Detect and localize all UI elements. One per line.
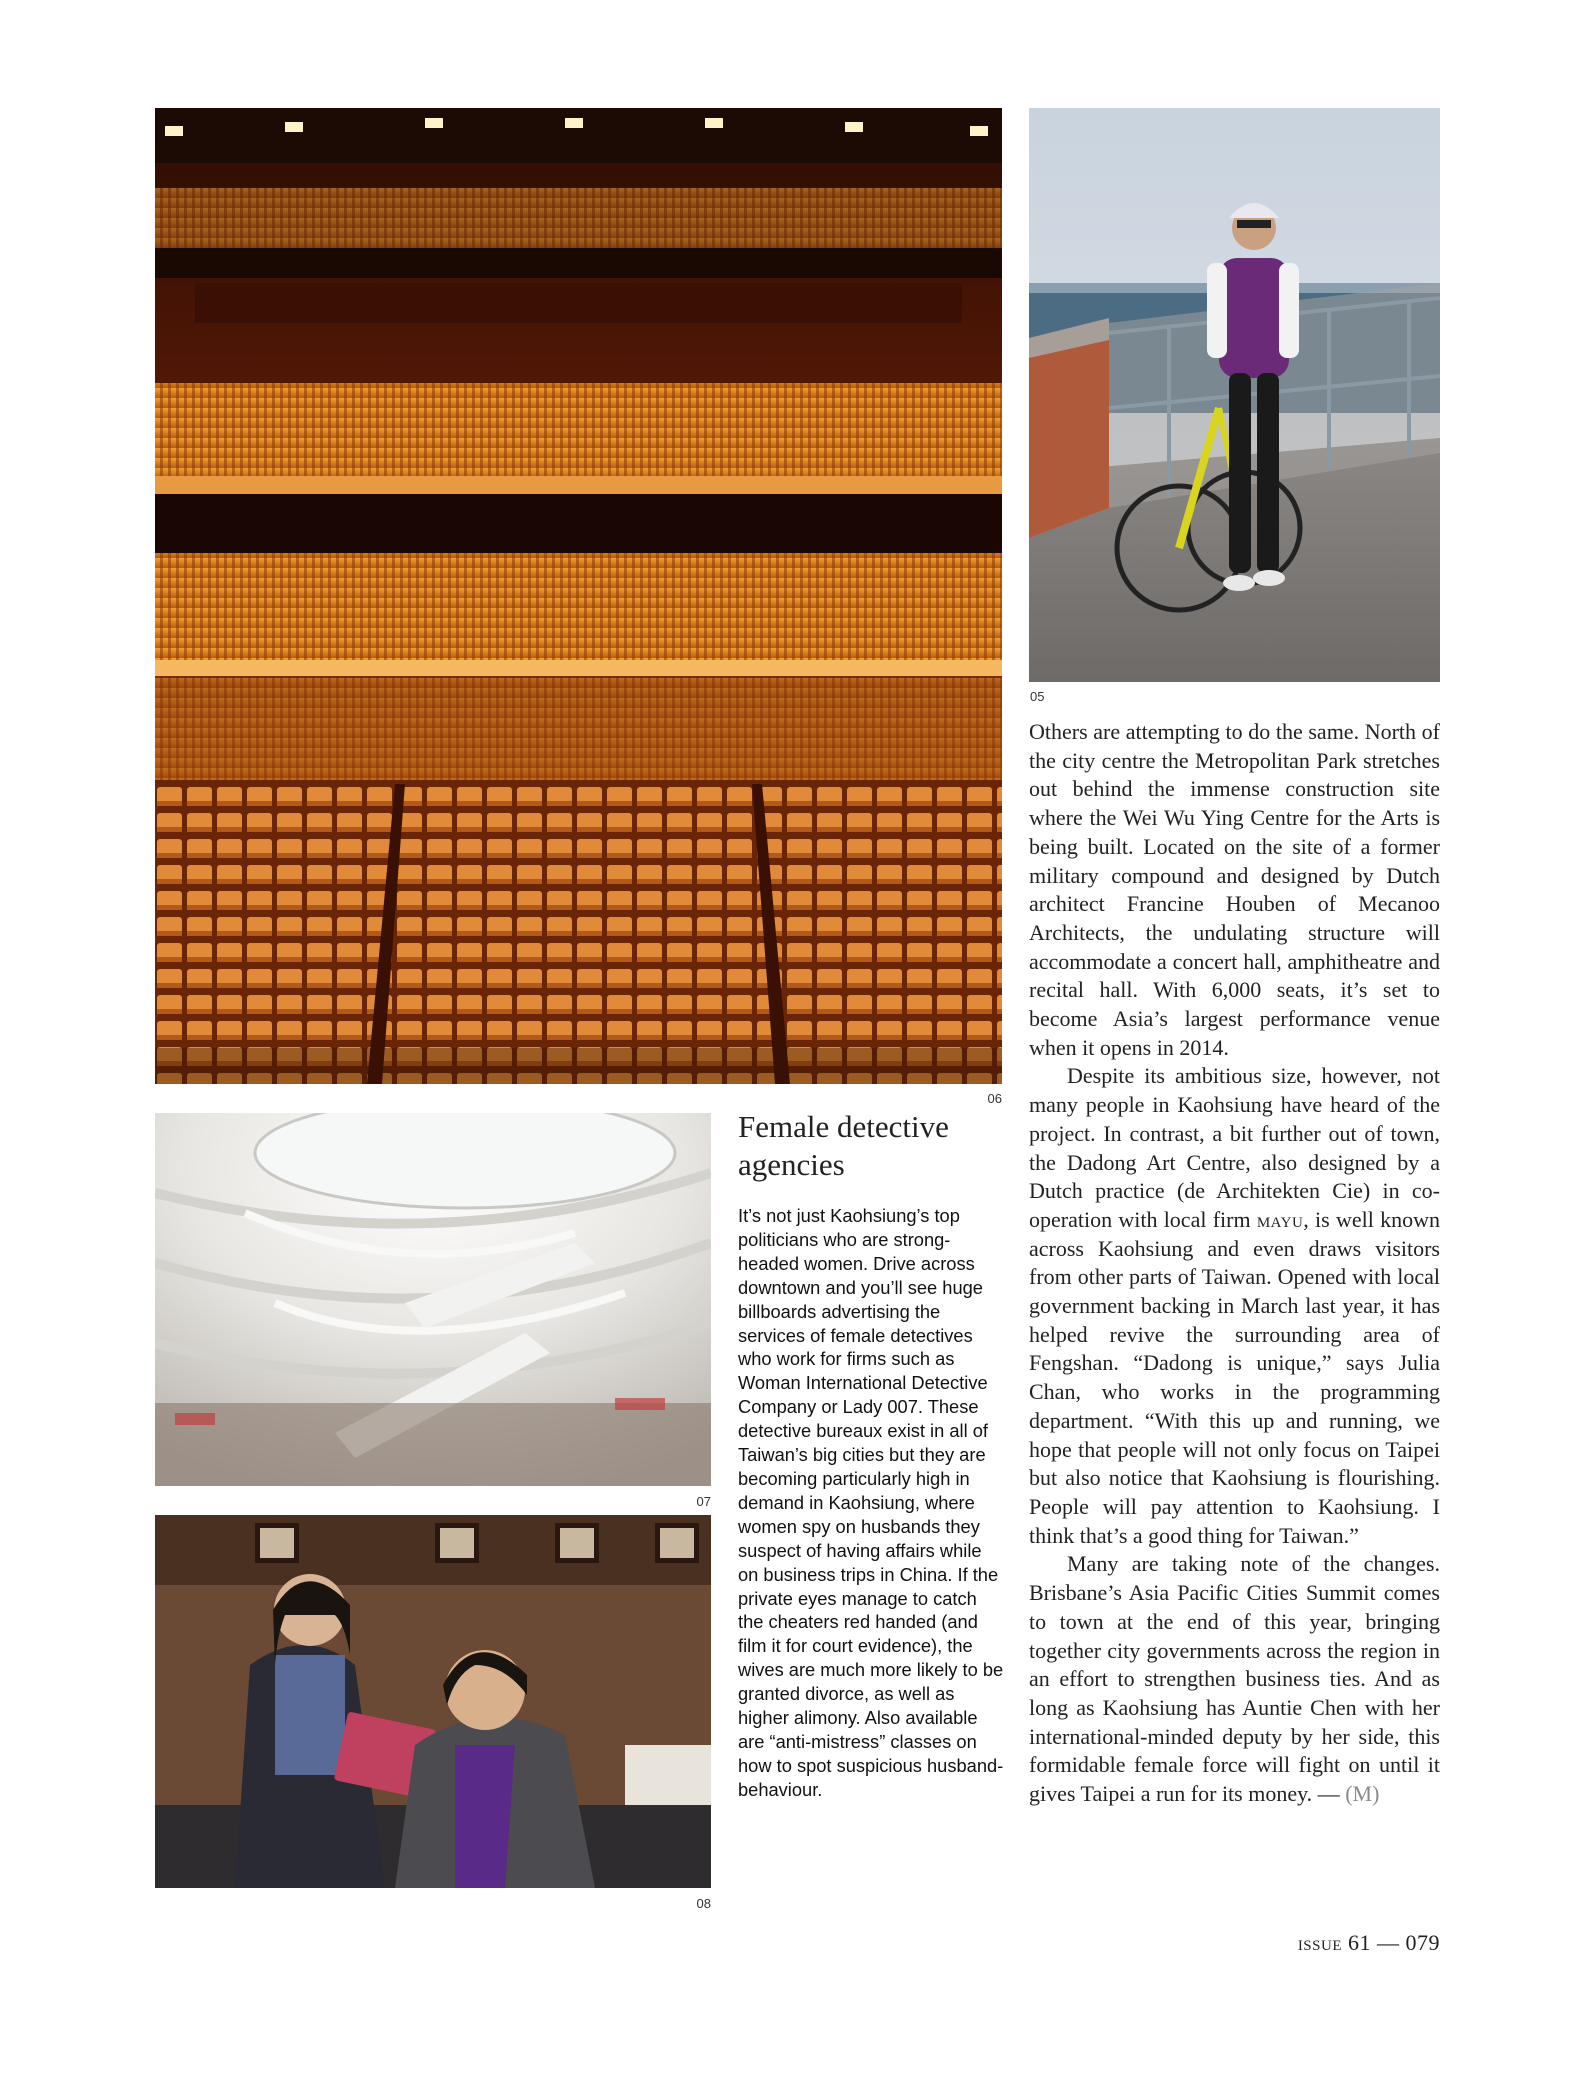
paragraph-text: Despite its ambitious size, however, not many people in Kaohsiung have heard of the project. In contrast, a bit further out of town, the Dadong Art Centre, also designed by a Dutch practice (de Architekten Cie) in co-operation with local firm	[1029, 1063, 1440, 1232]
firm-name: mayu	[1256, 1206, 1304, 1232]
concert-hall-illustration	[155, 108, 1002, 1084]
sidebar-heading: Female detective agencies	[738, 1109, 949, 1182]
meeting-photo	[155, 1515, 711, 1888]
concert-hall-photo	[155, 108, 1002, 1084]
issue-label: issue	[1297, 1930, 1342, 1955]
article-body	[1029, 718, 1440, 1809]
caption-07: 07	[696, 1494, 711, 1509]
cyclist-photo	[1029, 108, 1440, 682]
mall-atrium-photo	[155, 1113, 711, 1486]
sidebar-body: It’s not just Kaohsiung’s top politicians who are strong-headed women. Drive across downtown and you’ll see huge billboards advertising the services of female detectives who work for firms such as Woman International Detective Company or Lady 007. These detective bureaux exist in all of Taiwan’s big cities but they are becoming particularly high in demand in Kaohsiung, where women spy on husbands they suspect of having affairs while on business trips in China. If the private eyes manage to catch the cheaters red handed (and film it for court evidence), the wives are much more likely to be granted divorce, as well as higher alimony. Also available are “anti-mistress” classes on how to spot suspicious husband-behaviour.	[738, 1205, 1004, 1800]
cyclist-illustration	[1029, 108, 1440, 682]
article-paragraph: Others are attempting to do the same. North of the city centre the Metropolitan Park stretches out behind the immense construction site where the Wei Wu Ying Centre for the Arts is being built. Located on the site of a former military compound and designed by Dutch architect Francine Houben of Mecanoo Architects, the undulating structure will accommodate a concert hall, amphitheatre and recital hall. With 6,000 seats, it’s set to become Asia’s largest performance venue when it opens in 2014.	[1029, 719, 1440, 1060]
caption-06: 06	[987, 1091, 1002, 1106]
paragraph-text: Many are taking note of the changes. Brisbane’s Asia Pacific Cities Summit comes to town at the end of this year, bringing together city governments across the region in an effort to strengthen business ties. And as long as Kaohsiung has Auntie Chen with her international-minded deputy by her side, this formidable female force will fight on until it gives Taipei a run for its money. —	[1029, 1551, 1440, 1807]
caption-08: 08	[696, 1896, 711, 1911]
paragraph-text: , is well known across Kaohsiung and even draws visitors from other parts of Taiwan. Opened with local government backing in March last year, it has helped revive the surrounding area of Fengshan. “Dadong is unique,” says Julia Chan, who works in the programming department. “With this up and running, we hope that people will not only focus on Taipei but also notice that Kaohsiung is flourishing. People will pay attention to Kaohsiung. I think that’s a good thing for Taiwan.”	[1029, 1206, 1440, 1548]
page-folio	[1298, 1930, 1440, 1956]
meeting-illustration	[155, 1515, 711, 1888]
folio-separator: —	[1377, 1930, 1400, 1955]
mall-atrium-illustration	[155, 1113, 711, 1486]
article-paragraph	[1029, 1550, 1440, 1808]
author-signature: (M)	[1345, 1781, 1380, 1807]
issue-number: 61	[1348, 1930, 1371, 1955]
article-paragraph	[1029, 1062, 1440, 1550]
page-number: 079	[1405, 1930, 1440, 1955]
caption-05: 05	[1030, 689, 1045, 704]
